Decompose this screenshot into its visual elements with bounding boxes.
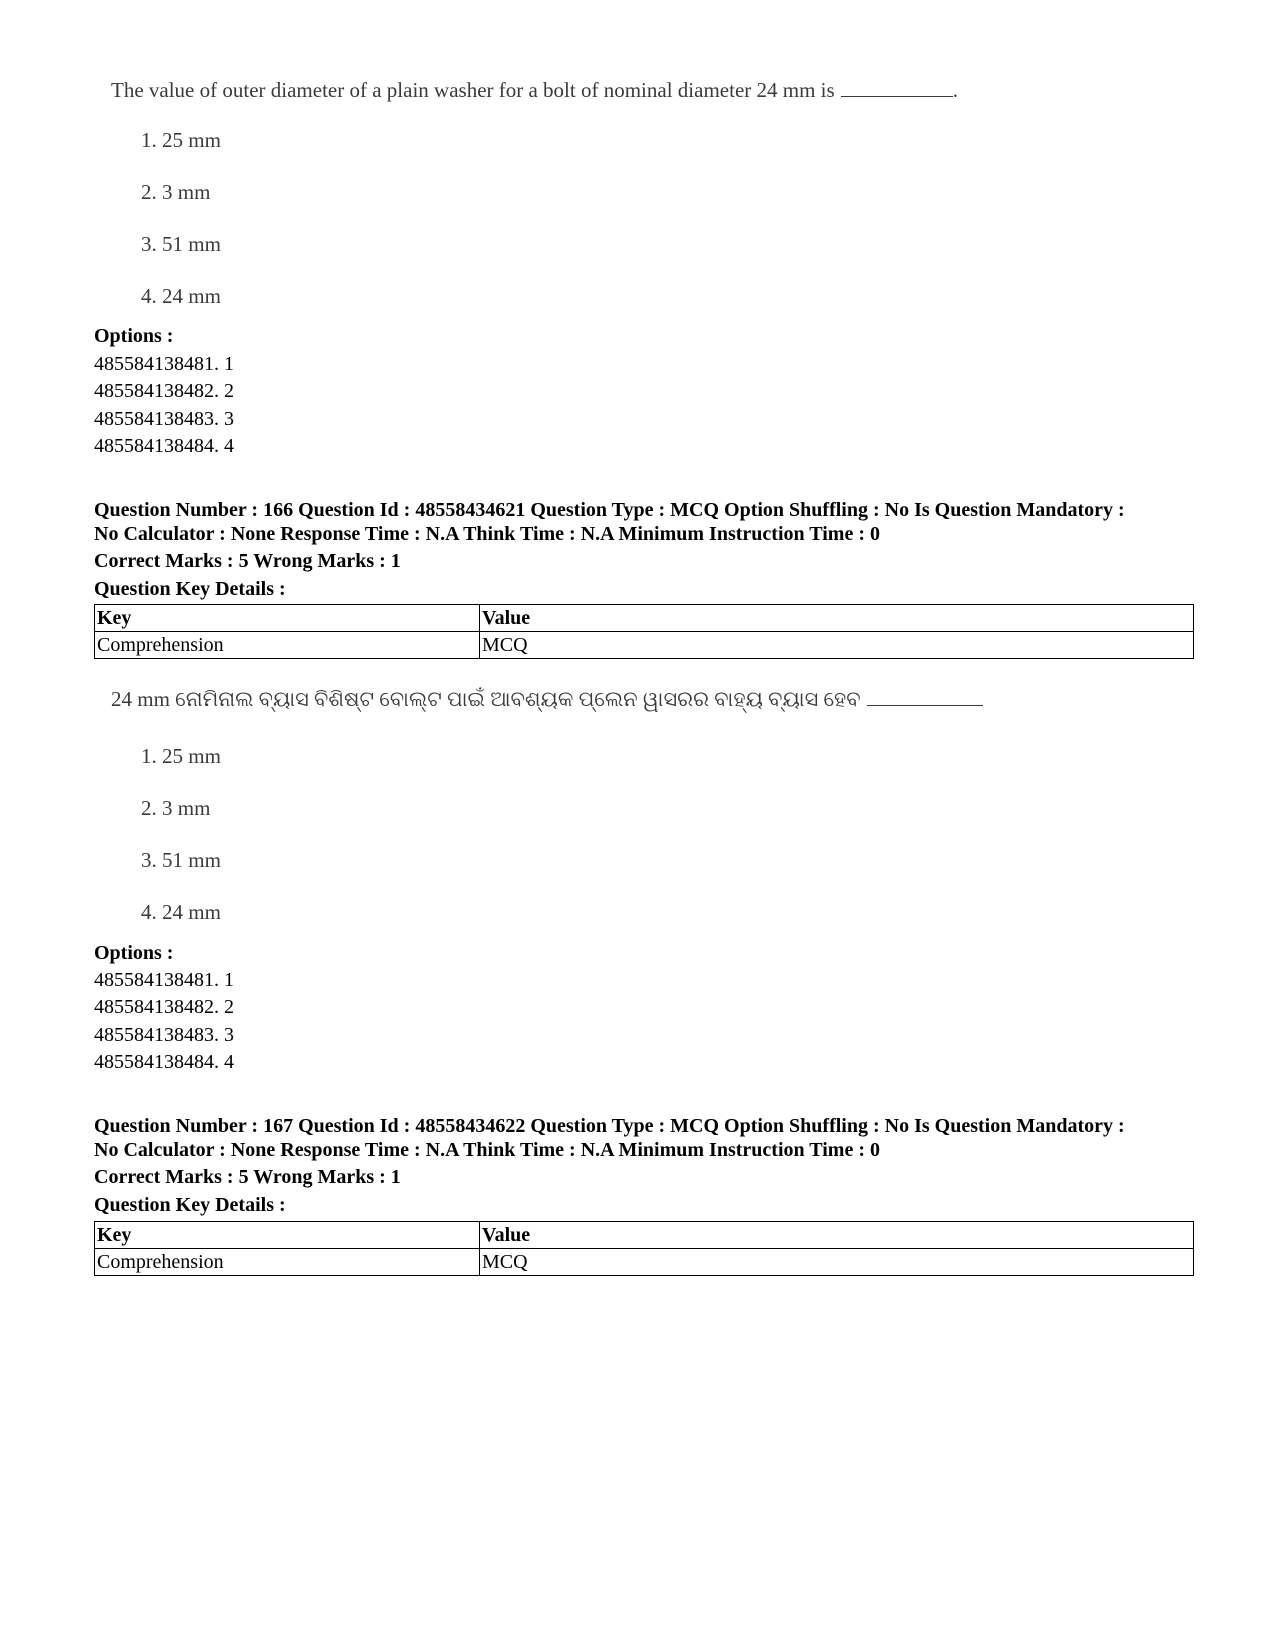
options-heading: Options : [94,942,174,964]
question-meta-167 [94,1114,1204,1162]
table-cell-value: MCQ [480,632,1194,659]
option-line-3: 485584138483. 3 [94,1024,234,1046]
meta-line-1: Question Number : 166 Question Id : 48558434621 Question Type : MCQ Option Shuffling : No Is Question Mandatory : [94,499,1125,521]
option-line-2: 485584138482. 2 [94,996,234,1018]
key-details-heading: Question Key Details : [94,1194,286,1216]
key-details-table [94,1221,1194,1276]
choice-4: 4. 24 mm [141,284,221,308]
answer-blank [867,685,983,706]
question-text-english [111,76,958,103]
marks-line: Correct Marks : 5 Wrong Marks : 1 [94,1166,401,1188]
choice-4: 4. 24 mm [141,900,221,924]
table-row [95,1249,1194,1276]
answer-blank [841,76,953,97]
table-header-key: Key [95,1222,480,1249]
key-details-table [94,604,1194,659]
table-row [95,632,1194,659]
table-cell-key: Comprehension [95,1249,480,1276]
choice-3: 3. 51 mm [141,848,221,872]
options-heading: Options : [94,325,174,347]
choice-1: 1. 25 mm [141,128,221,152]
table-cell-value: MCQ [480,1249,1194,1276]
question-text-odia [111,685,983,712]
option-line-1: 485584138481. 1 [94,969,234,991]
choice-3: 3. 51 mm [141,232,221,256]
meta-line-2: No Calculator : None Response Time : N.A Think Time : N.A Minimum Instruction Time : 0 [94,1139,880,1161]
table-cell-key: Comprehension [95,632,480,659]
table-header-row [95,1222,1194,1249]
table-header-key: Key [95,605,480,632]
choice-2: 2. 3 mm [141,180,211,204]
option-line-1: 485584138481. 1 [94,353,234,375]
table-header-value: Value [480,605,1194,632]
table-header-row [95,605,1194,632]
question-meta-166 [94,498,1204,546]
option-line-3: 485584138483. 3 [94,408,234,430]
choice-1: 1. 25 mm [141,744,221,768]
meta-line-1: Question Number : 167 Question Id : 48558434622 Question Type : MCQ Option Shuffling : No Is Question Mandatory : [94,1115,1125,1137]
question-text: The value of outer diameter of a plain washer for a bolt of nominal diameter 24 mm is [111,78,835,102]
meta-line-2: No Calculator : None Response Time : N.A Think Time : N.A Minimum Instruction Time : 0 [94,523,880,545]
option-line-4: 485584138484. 4 [94,1051,234,1073]
option-line-2: 485584138482. 2 [94,380,234,402]
marks-line: Correct Marks : 5 Wrong Marks : 1 [94,550,401,572]
question-end-punct: . [952,78,958,102]
table-header-value: Value [480,1222,1194,1249]
key-details-heading: Question Key Details : [94,578,286,600]
choice-2: 2. 3 mm [141,796,211,820]
question-text: 24 mm ନୋମିନାଲ ବ୍ୟାସ ବିଶିଷ୍ଟ ବୋଲ୍ଟ ପାଇଁ ଆବଶ୍ୟକ ପ୍ଲେନ ୱାସରର ବାହ୍ୟ ବ୍ୟାସ ହେବ [111,687,861,711]
option-line-4: 485584138484. 4 [94,435,234,457]
